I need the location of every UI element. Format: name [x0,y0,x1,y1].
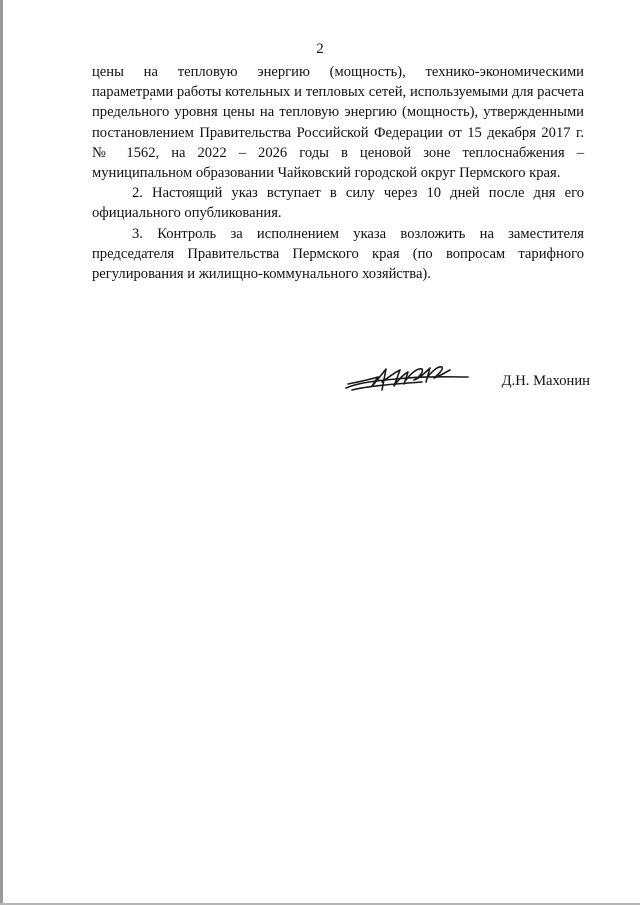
page-number: 2 [316,41,324,57]
paragraph-item-2: 2. Настоящий указ вступает в силу через 10 дней после дня его официального опубликования. [92,185,584,222]
paragraph-continued: цены на тепловую энергию (мощность), технико-экономическими параметрами работы котельных и тепловых сетей, используемыми для расчета предельного уровня цены на тепловую энергию (мощность), утвержденными постановлением Правительства Российской Федерации от 15 декабря 2017 г. № 1562, на 2022 – 2026 годы в ценовой зоне теплоснабжения – муниципальном образовании Чайковский городской округ Пермского края. [92,64,584,182]
signature-block [330,360,590,410]
document-body [92,62,584,284]
signer-name: Д.Н. Махонин [501,373,590,389]
scan-left-edge [0,0,3,905]
paragraph-item-3: 3. Контроль за исполнением указа возложить на заместителя председателя Правительства Пермского края (по вопросам тарифного регулирования и жилищно-коммунального хозяйства). [92,225,584,283]
handwritten-signature-icon [338,360,470,396]
